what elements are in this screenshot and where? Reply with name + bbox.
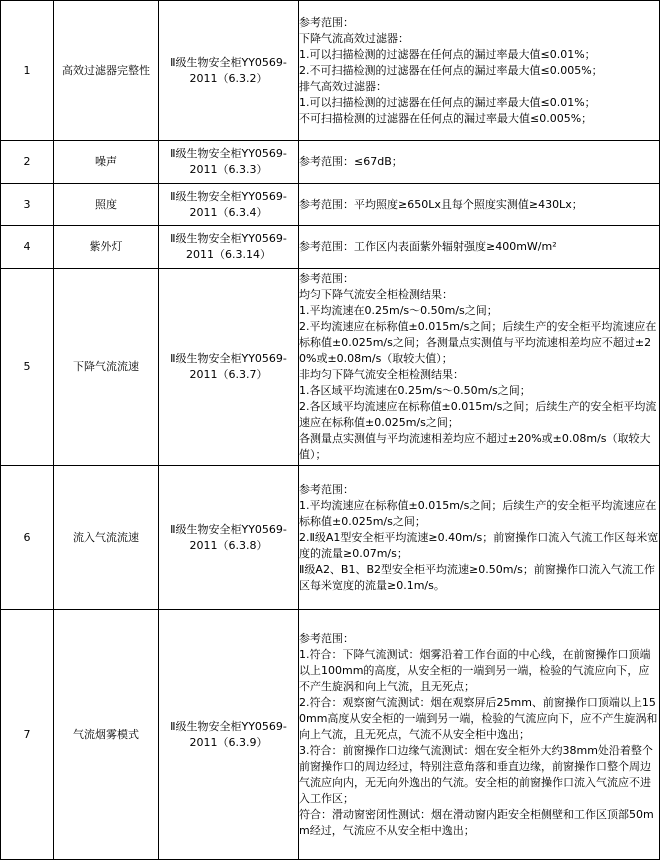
reference-line: 2.各区域平均流速应在标称值±0.015m/s之间；后续生产的安全柜平均流速应在标称值±0.025m/s之间；	[299, 400, 657, 429]
test-item-name: 照度	[54, 184, 159, 226]
standard-line: Ⅱ级生物安全柜YY0569-	[170, 147, 287, 160]
standard-reference	[159, 226, 299, 269]
standard-line: Ⅱ级生物安全柜YY0569-	[170, 55, 287, 69]
row-number: 1	[1, 1, 54, 141]
reference-line: 1.可以扫描检测的过滤器在任何点的漏过率最大值≤0.01%；	[299, 47, 596, 61]
reference-range	[299, 610, 660, 860]
row-number: 6	[1, 466, 54, 610]
reference-line: 1.各区域平均流速在0.25m/s～0.50m/s之间；	[299, 384, 531, 397]
table-row-inflow-velocity	[1, 466, 660, 610]
standard-line: Ⅱ级生物安全柜YY0569-	[170, 232, 287, 245]
test-item-name: 下降气流流速	[54, 269, 159, 466]
reference-line: 1.平均流速在0.25m/s～0.50m/s之间；	[299, 304, 498, 317]
reference-line: 不可扫描检测的过滤器在任何点的漏过率最大值≤0.005%；	[299, 111, 593, 125]
standard-reference	[159, 184, 299, 226]
reference-line: 参考范围：	[299, 15, 354, 29]
row-number: 5	[1, 269, 54, 466]
reference-line: 1.符合：下降气流测试：烟雾沿着工作台面的中心线，在前窗操作口顶端以上100mm的高度，从安全柜的一端到另一端，检验的气流应向下，应不产生旋涡和向上气流，且无死点；	[299, 647, 651, 693]
row-number: 3	[1, 184, 54, 226]
table-row-uv-lamp	[1, 226, 660, 269]
standard-reference	[159, 269, 299, 466]
reference-line: 1.可以扫描检测的过滤器在任何点的漏过率最大值≤0.01%；	[299, 95, 596, 109]
row-number: 7	[1, 610, 54, 860]
table-row-illuminance	[1, 184, 660, 226]
reference-line: 符合：滑动窗密闭性测试：烟在滑动窗内距安全柜侧壁和工作区顶部50mm经过，气流应不从安全柜中逸出；	[299, 807, 654, 837]
reference-range	[299, 269, 660, 466]
test-item-name: 流入气流流速	[54, 466, 159, 610]
reference-line: 3.符合：前窗操作口边缘气流测试：烟在安全柜外大约38mm处沿着整个前窗操作口的周边经过，特别注意角落和垂直边缘，前窗操作口整个周边气流应向内，无无向外逸出的气流。安全柜的前窗操作口流入气流应不进入工作区；	[299, 743, 653, 805]
reference-line: 各测量点实测值与平均流速相差均应不超过±20%或±0.08m/s（取较大值）；	[299, 432, 651, 461]
standard-line: 2011（6.3.14）	[186, 248, 271, 261]
standard-reference	[159, 1, 299, 141]
standard-line: Ⅱ级生物安全柜YY0569-	[170, 189, 287, 203]
reference-line: 非均匀下降气流安全柜检测结果：	[299, 368, 464, 381]
standard-line: 2011（6.3.2）	[189, 71, 268, 85]
test-item-name: 紫外灯	[54, 226, 159, 269]
reference-line: 1.平均流速应在标称值±0.015m/s之间；后续生产的安全柜平均流速应在标称值±0.025m/s之间；	[299, 498, 657, 528]
standard-reference	[159, 610, 299, 860]
row-number: 4	[1, 226, 54, 269]
reference-range	[299, 466, 660, 610]
test-item-name: 高效过滤器完整性	[54, 1, 159, 141]
standard-line: 2011（6.3.3）	[189, 163, 268, 176]
reference-line: 参考范围：	[299, 272, 354, 285]
reference-line: 参考范围：工作区内表面紫外辐射强度≥400mW/m²	[299, 240, 557, 253]
table-row-noise	[1, 141, 660, 184]
reference-range	[299, 141, 660, 184]
standard-line: 2011（6.3.8）	[189, 538, 268, 552]
reference-line: 排气高效过滤器：	[299, 79, 387, 93]
reference-line: 参考范围：	[299, 631, 354, 645]
standard-reference	[159, 466, 299, 610]
reference-line: 参考范围：	[299, 482, 354, 496]
standard-line: 2011（6.3.4）	[189, 205, 268, 219]
reference-range	[299, 226, 660, 269]
standard-line: Ⅱ级生物安全柜YY0569-	[170, 719, 287, 733]
reference-line: 均匀下降气流安全柜检测结果：	[299, 288, 453, 301]
reference-line: 2.符合：观察窗气流测试：烟在观察屏后25mm、前窗操作口顶端以上150mm高度从安全柜的一端到另一端，检验的气流应向下，应不产生旋涡和向上气流，且无死点，气流不从安全柜中逸出；	[299, 695, 658, 741]
table-row-filter-integrity	[1, 1, 660, 141]
table-row-downflow-velocity	[1, 269, 660, 466]
standard-line: Ⅱ级生物安全柜YY0569-	[170, 522, 287, 536]
standard-line: Ⅱ级生物安全柜YY0569-	[170, 352, 287, 365]
reference-line: 参考范围：≤67dB；	[299, 155, 403, 168]
reference-range	[299, 1, 660, 141]
standard-line: 2011（6.3.9）	[189, 735, 268, 749]
reference-line: 2.Ⅱ级A1型安全柜平均流速≥0.40m/s；前窗操作口流入气流工作区每米宽度的流量≥0.07m/s；	[299, 530, 659, 560]
table-row-airflow-smoke-pattern	[1, 610, 660, 860]
reference-range	[299, 184, 660, 226]
standard-line: 2011（6.3.7）	[189, 368, 268, 381]
row-number: 2	[1, 141, 54, 184]
test-item-name: 噪声	[54, 141, 159, 184]
table-body	[1, 1, 660, 860]
reference-line: 下降气流高效过滤器：	[299, 31, 409, 45]
reference-line: 2.不可扫描检测的过滤器在任何点的漏过率最大值≤0.005%；	[299, 63, 603, 77]
test-item-name: 气流烟雾模式	[54, 610, 159, 860]
reference-line: 参考范围：平均照度≥650Lx且每个照度实测值≥430Lx；	[299, 197, 583, 211]
reference-line: 2.平均流速应在标称值±0.015m/s之间；后续生产的安全柜平均流速应在标称值±0.025m/s之间；各测量点实测值与平均流速相差均应不超过±20%或±0.08m/s（取较大值）；	[299, 320, 657, 365]
reference-line: Ⅱ级A2、B1、B2型安全柜平均流速≥0.50m/s；前窗操作口流入气流工作区每米宽度的流量≥0.1m/s。	[299, 562, 655, 592]
standard-reference	[159, 141, 299, 184]
